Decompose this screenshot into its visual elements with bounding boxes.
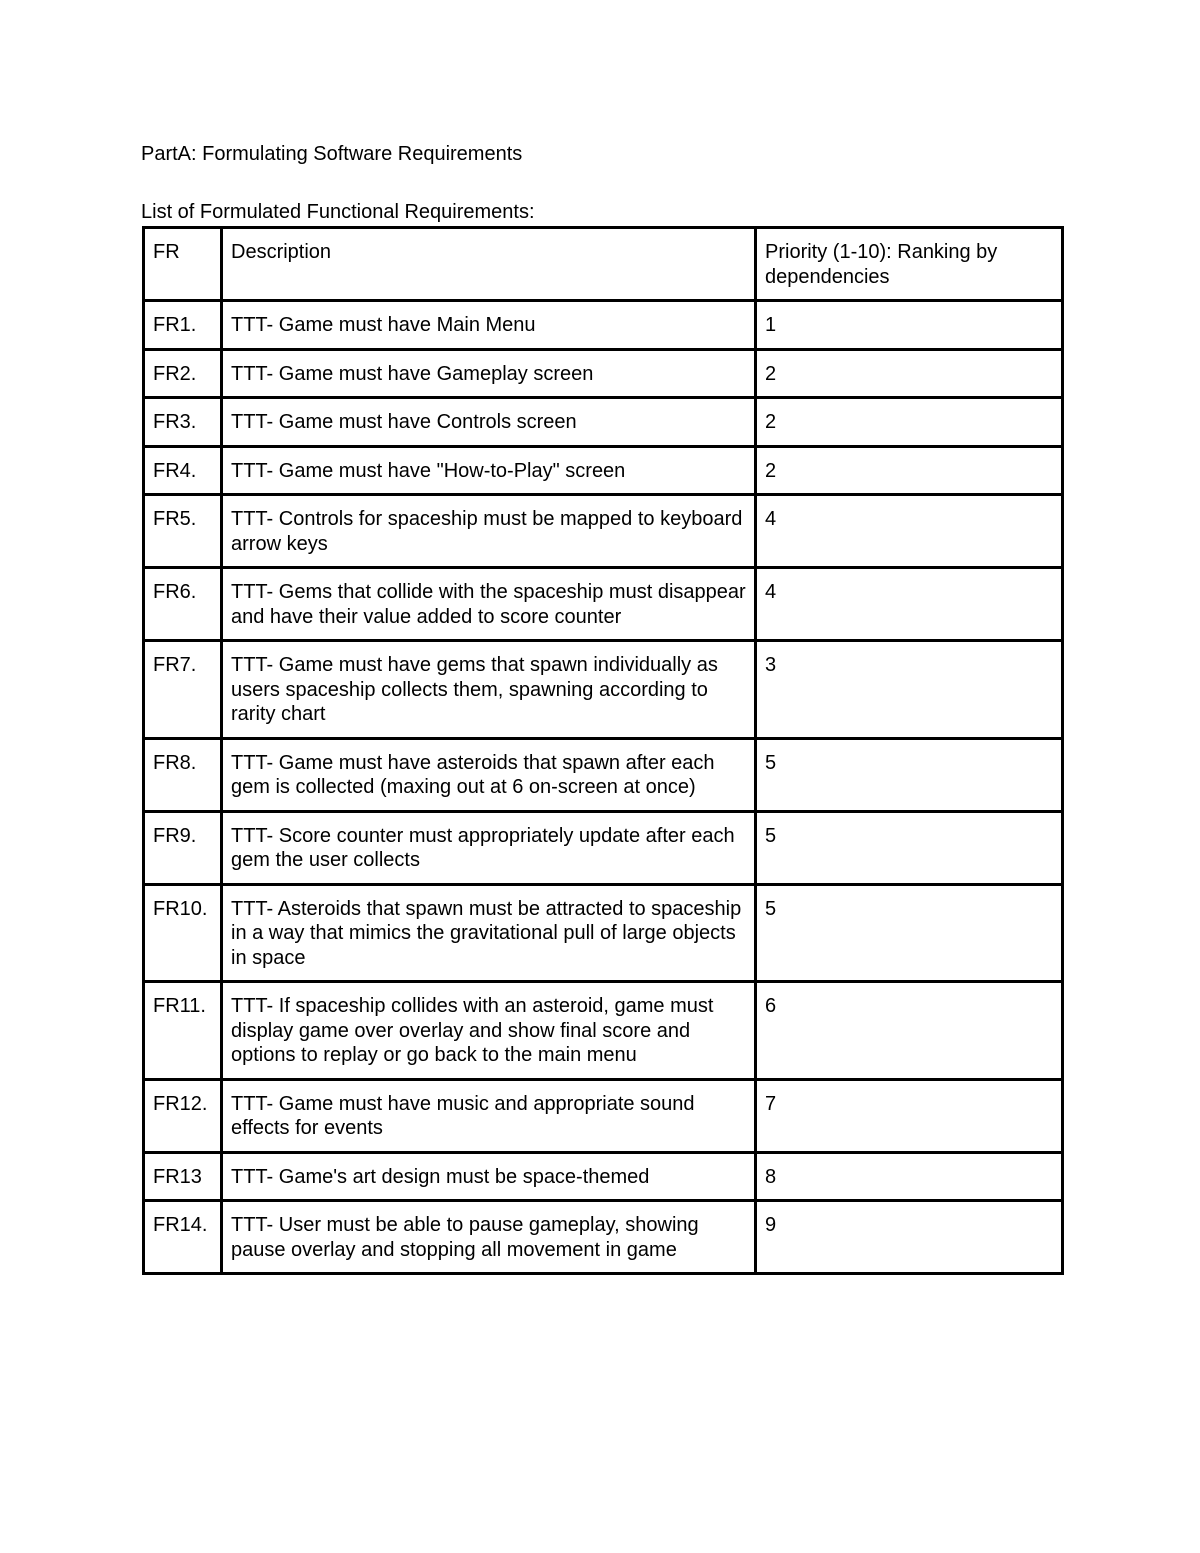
description-cell: TTT- Game must have Controls screen (222, 398, 756, 447)
priority-cell: 2 (756, 349, 1063, 398)
table-row (144, 1079, 1063, 1152)
priority-cell: 3 (756, 641, 1063, 739)
table-caption: List of Formulated Functional Requirements: (141, 201, 535, 223)
requirements-table-body (144, 228, 1063, 1274)
table-row (144, 811, 1063, 884)
priority-cell: 4 (756, 495, 1063, 568)
description-cell: TTT- Game must have gems that spawn individually as users spaceship collects them, spawning according to rarity chart (222, 641, 756, 739)
priority-cell: 5 (756, 884, 1063, 982)
description-cell: TTT- Game must have Main Menu (222, 301, 756, 350)
priority-cell: 1 (756, 301, 1063, 350)
priority-cell: 4 (756, 568, 1063, 641)
header-fr: FR (144, 228, 222, 301)
fr-cell: FR1. (144, 301, 222, 350)
table-row (144, 446, 1063, 495)
priority-cell: 2 (756, 446, 1063, 495)
description-cell: TTT- Gems that collide with the spaceship must disappear and have their value added to score counter (222, 568, 756, 641)
fr-cell: FR6. (144, 568, 222, 641)
table-row (144, 349, 1063, 398)
table-row (144, 1152, 1063, 1201)
fr-cell: FR5. (144, 495, 222, 568)
priority-cell: 2 (756, 398, 1063, 447)
header-priority: Priority (1-10): Ranking by dependencies (756, 228, 1063, 301)
fr-cell: FR11. (144, 982, 222, 1080)
priority-cell: 6 (756, 982, 1063, 1080)
description-cell: TTT- If spaceship collides with an asteroid, game must display game over overlay and show final score and options to replay or go back to the main menu (222, 982, 756, 1080)
table-row (144, 398, 1063, 447)
fr-cell: FR13 (144, 1152, 222, 1201)
priority-cell: 5 (756, 738, 1063, 811)
fr-cell: FR2. (144, 349, 222, 398)
description-cell: TTT- Game must have music and appropriate sound effects for events (222, 1079, 756, 1152)
description-cell: TTT- Game must have Gameplay screen (222, 349, 756, 398)
table-row (144, 738, 1063, 811)
fr-cell: FR7. (144, 641, 222, 739)
fr-cell: FR10. (144, 884, 222, 982)
requirements-table (142, 226, 1064, 1275)
description-cell: TTT- Asteroids that spawn must be attracted to spaceship in a way that mimics the gravitational pull of large objects in space (222, 884, 756, 982)
fr-cell: FR8. (144, 738, 222, 811)
table-row (144, 884, 1063, 982)
table-row (144, 495, 1063, 568)
fr-cell: FR12. (144, 1079, 222, 1152)
description-cell: TTT- Score counter must appropriately update after each gem the user collects (222, 811, 756, 884)
description-cell: TTT- User must be able to pause gameplay, showing pause overlay and stopping all movement in game (222, 1201, 756, 1274)
header-description: Description (222, 228, 756, 301)
priority-cell: 7 (756, 1079, 1063, 1152)
page-title: PartA: Formulating Software Requirements (141, 143, 523, 165)
description-cell: TTT- Game must have "How-to-Play" screen (222, 446, 756, 495)
fr-cell: FR4. (144, 446, 222, 495)
table-row (144, 568, 1063, 641)
fr-cell: FR9. (144, 811, 222, 884)
description-cell: TTT- Game's art design must be space-themed (222, 1152, 756, 1201)
description-cell: TTT- Game must have asteroids that spawn after each gem is collected (maxing out at 6 on-screen at once) (222, 738, 756, 811)
table-row (144, 1201, 1063, 1274)
description-cell: TTT- Controls for spaceship must be mapped to keyboard arrow keys (222, 495, 756, 568)
fr-cell: FR3. (144, 398, 222, 447)
fr-cell: FR14. (144, 1201, 222, 1274)
table-row (144, 641, 1063, 739)
table-row (144, 982, 1063, 1080)
table-row (144, 301, 1063, 350)
priority-cell: 9 (756, 1201, 1063, 1274)
priority-cell: 5 (756, 811, 1063, 884)
priority-cell: 8 (756, 1152, 1063, 1201)
table-header-row (144, 228, 1063, 301)
